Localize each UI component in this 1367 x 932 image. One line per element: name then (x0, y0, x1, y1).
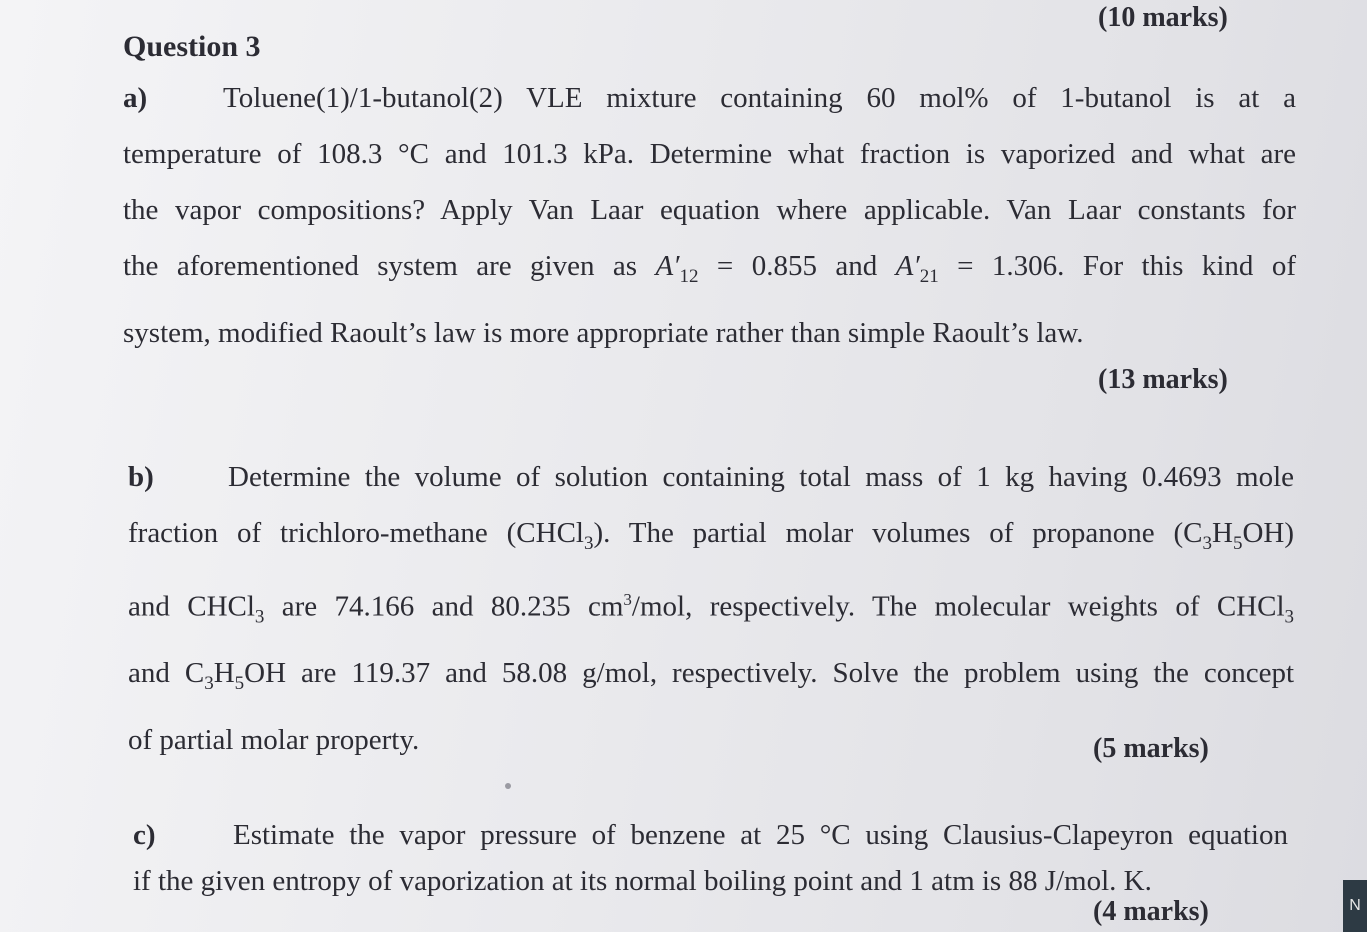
part-c-text (133, 812, 1288, 904)
part-a-text (123, 70, 1296, 361)
part-c-line-2: if the given entropy of vaporization at its normal boiling point and 1 atm is 88 J/mol. K. (133, 865, 1152, 897)
part-a-line-2: temperature of 108.3 °C and 101.3 kPa. Determine what fraction is vaporized and what are (123, 138, 1296, 170)
part-b-text (128, 449, 1294, 768)
part-c-line-1: c) Estimate the vapor pressure of benzene at 25 °C using Clausius-Clapeyron equation (133, 812, 1288, 858)
stray-mark (505, 783, 511, 789)
part-b-line-5: of partial molar property. (128, 724, 420, 757)
part-a-line-5: system, modified Raoult’s law is more appropriate rather than simple Raoult’s law. (123, 316, 1084, 349)
part-b-line-2: fraction of trichloro-methane (CHCl$_3$). The partial molar volumes of propanone $(C_3H_5OH)$ (128, 517, 1294, 554)
part-b-line-4: and $C_3H_5OH$ are 119.37 and 58.08 g/mol, respectively. Solve the problem using the concept (128, 657, 1294, 695)
part-a-line-1: a) Toluene(1)/1-butanol(2) VLE mixture containing 60 mol% of 1-butanol is at a (123, 70, 1296, 126)
part-c-label: c) (133, 819, 156, 851)
part-a-line-4: the aforementioned system are given as $A'_{12} = 0.855$ and $A'_{21} = 1.306$. For this kind of (123, 250, 1296, 287)
total-marks: (10 marks) (1098, 2, 1228, 33)
part-a-marks: (13 marks) (1098, 364, 1228, 395)
part-b-label: b) (128, 461, 154, 493)
part-a-label: a) (123, 82, 148, 114)
question-title: Question 3 (123, 30, 261, 63)
part-b-line-3: and CHCl$_3$ are 74.166 and 80.235 $cm^3$/mol, respectively. The molecular weights of CHCl$_3$ (128, 589, 1295, 628)
part-b-marks: (5 marks) (1093, 733, 1209, 764)
part-b-line-1: b) Determine the volume of solution containing total mass of 1 kg having 0.4693 mole (128, 449, 1294, 505)
part-a-line-3: the vapor compositions? Apply Van Laar equation where applicable. Van Laar constants for (123, 194, 1296, 226)
a12-symbol: A′ (655, 250, 680, 282)
a21-symbol: A′ (895, 250, 920, 282)
part-c-marks: (4 marks) (1093, 896, 1209, 927)
screen-edge-tab: N (1343, 880, 1367, 932)
